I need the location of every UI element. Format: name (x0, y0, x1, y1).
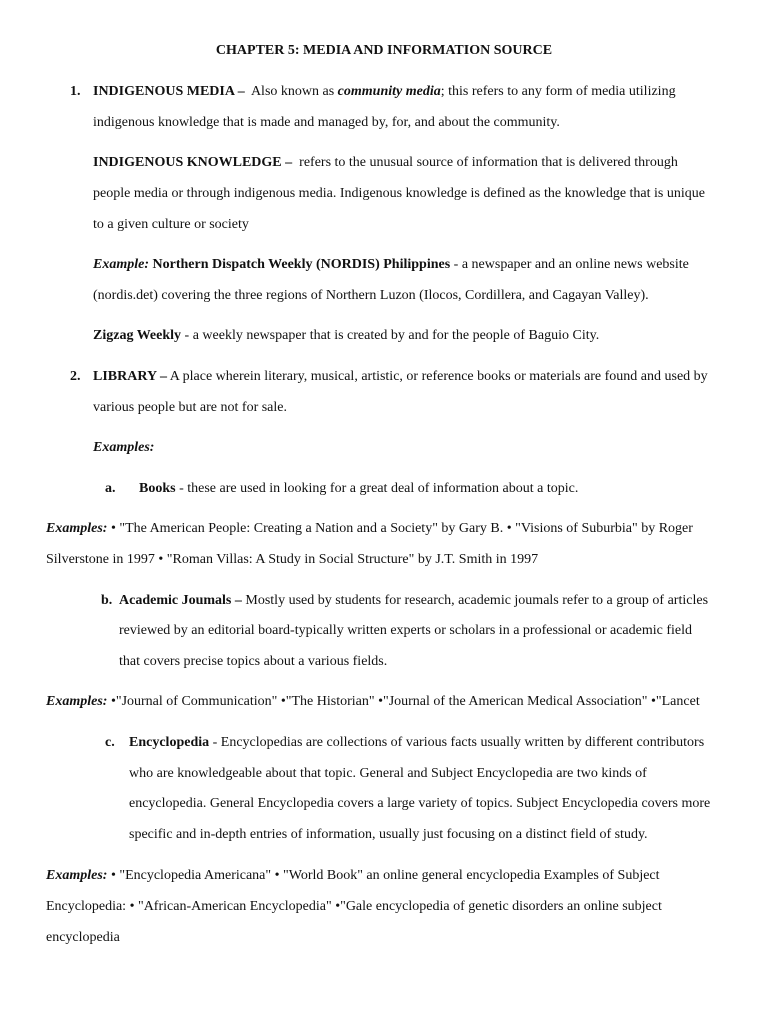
item-c-text: - Encyclopedias are collections of various facts usually written by different contributors (212, 735, 705, 750)
item-a-line (139, 480, 578, 498)
item-c-line-4: specific and in-depth entries of information, usually just focusing on a distinct field of study. (129, 827, 648, 842)
indigenous-knowledge-line-3: to a given culture or society (93, 217, 249, 232)
item-a-letter: a. (105, 481, 116, 496)
journals-examples-text: •"Journal of Communication" •"The Historian" •"Journal of the American Medical Association" •"Lancet (110, 694, 700, 709)
example-nordis-line-2: (nordis.det) covering the three regions of Northern Luzon (Ilocos, Cordillera, and Cagayan Valley). (93, 288, 649, 303)
indigenous-knowledge-line-2: people media or through indigenous media. Indigenous knowledge is defined as the knowledge that is unique (93, 186, 705, 201)
section-1-line-1 (93, 83, 676, 101)
example-zigzag-text: - a weekly newspaper that is created by and for the people of Baguio City. (184, 328, 600, 343)
section-1-number: 1. (70, 84, 81, 99)
section-2-text: A place wherein literary, musical, artistic, or reference books or materials are found and used by (169, 369, 708, 384)
item-b-text: Mostly used by students for research, academic joumals refer to a group of articles (245, 593, 709, 608)
library-examples-label: Examples: (93, 440, 155, 455)
example-nordis-text: - a newspaper and an online news website (453, 257, 689, 272)
section-2-heading: LIBRARY – (93, 369, 168, 384)
encyclopedia-examples-line-3: encyclopedia (46, 930, 120, 945)
section-1-text-cont: ; this refers to any form of media utilizing (440, 84, 676, 99)
item-a-text: - these are used in looking for a great deal of information about a topic. (179, 481, 579, 496)
item-b-letter: b. (101, 593, 113, 608)
encyclopedia-examples-line-1 (46, 867, 660, 885)
indigenous-knowledge-text: refers to the unusual source of information that is delivered through (299, 155, 678, 170)
item-b-name: Academic Joumals – (119, 593, 242, 608)
section-2-line-1 (93, 368, 708, 386)
item-b-line-3: that covers precise topics about a various fields. (119, 654, 388, 669)
example-zigzag-name: Zigzag Weekly (93, 328, 182, 343)
section-1-emphasis: community media (337, 84, 441, 99)
item-b-line-1 (119, 592, 708, 610)
books-examples-label: Examples: (46, 521, 108, 536)
item-a-name: Books (139, 481, 176, 496)
item-c-line-3: encyclopedia. General Encyclopedia covers a large variety of topics. Subject Encyclopedia covers more (129, 796, 711, 811)
example-label: Example: (93, 257, 149, 272)
item-c-line-2: who are knowledgeable about that topic. General and Subject Encyclopedia are two kinds of (129, 766, 647, 781)
journals-examples-label: Examples: (46, 694, 108, 709)
books-examples-line-1 (46, 520, 693, 538)
encyclopedia-examples-text: • "Encyclopedia Americana" • "World Book" an online general encyclopedia Examples of Subject (110, 868, 660, 883)
books-examples-line-2: Silverstone in 1997 • "Roman Villas: A Study in Social Structure" by J.T. Smith in 1997 (46, 552, 539, 567)
encyclopedia-examples-label: Examples: (46, 868, 108, 883)
page-title: CHAPTER 5: MEDIA AND INFORMATION SOURCE (215, 43, 553, 58)
encyclopedia-examples-line-2: Encyclopedia: • "African-American Encyclopedia" •"Gale encyclopedia of genetic disorders an online subject (46, 899, 662, 914)
section-1-text: Also known as (250, 84, 335, 99)
item-c-name: Encyclopedia (129, 735, 210, 750)
item-b-line-2: reviewed by an editorial board-typically written experts or scholars in a professional or academic field (119, 623, 693, 638)
section-1-line-2: indigenous knowledge that is made and managed by, for, and about the community. (93, 115, 560, 130)
example-nordis-name: Northern Dispatch Weekly (NORDIS) Philippines (152, 257, 451, 272)
journals-examples-line (46, 693, 700, 711)
indigenous-knowledge-heading: INDIGENOUS KNOWLEDGE – (93, 155, 293, 170)
section-1-heading: INDIGENOUS MEDIA – (93, 84, 245, 99)
item-c-line-1 (129, 734, 704, 752)
item-c-letter: c. (105, 735, 115, 750)
example-nordis-line-1 (93, 256, 689, 274)
example-zigzag (93, 327, 599, 345)
indigenous-knowledge-line-1 (93, 154, 678, 172)
section-2-line-2: various people but are not for sale. (93, 400, 287, 415)
books-examples-text: • "The American People: Creating a Nation and a Society" by Gary B. • "Visions of Suburbia" by Roger (110, 521, 693, 536)
section-2-number: 2. (70, 369, 81, 384)
